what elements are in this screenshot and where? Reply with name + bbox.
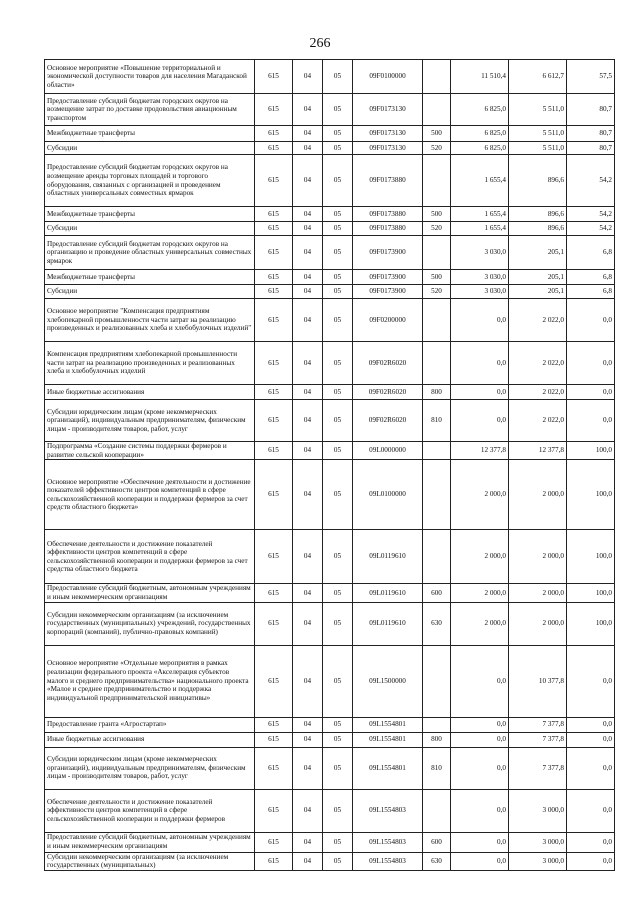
col-ministry-code: 615 xyxy=(255,385,293,400)
col-ministry-code: 615 xyxy=(255,747,293,789)
col-expense-type: 630 xyxy=(423,602,451,645)
col-ministry-code: 615 xyxy=(255,530,293,584)
col-percent: 100,0 xyxy=(567,442,615,460)
table-row xyxy=(45,602,615,645)
row-name: Субсидии юридическим лицам (кроме некоммерческих организаций), индивидуальным предпринимателям, физическим лицам - производителям товаров, работ, услуг xyxy=(45,747,255,789)
table-row xyxy=(45,236,615,270)
col-percent: 6,8 xyxy=(567,236,615,270)
col-expense-type: 800 xyxy=(423,732,451,747)
table-row xyxy=(45,789,615,832)
table-row xyxy=(45,400,615,442)
col-target-article: 09L0119610 xyxy=(353,584,423,602)
col-actual: 205,1 xyxy=(509,270,567,285)
col-actual: 2 000,0 xyxy=(509,460,567,530)
row-name: Иные бюджетные ассигнования xyxy=(45,385,255,400)
col-target-article: 09L0119610 xyxy=(353,530,423,584)
col-actual: 2 022,0 xyxy=(509,342,567,385)
col-ministry-code: 615 xyxy=(255,732,293,747)
col-planned: 1 655,4 xyxy=(451,155,509,207)
col-section: 04 xyxy=(293,584,323,602)
col-percent: 0,0 xyxy=(567,789,615,832)
col-section: 04 xyxy=(293,400,323,442)
col-ministry-code: 615 xyxy=(255,60,293,94)
col-target-article: 09F0173880 xyxy=(353,207,423,222)
col-percent: 80,7 xyxy=(567,142,615,155)
col-subsection: 05 xyxy=(323,732,353,747)
col-ministry-code: 615 xyxy=(255,852,293,870)
col-target-article: 09L0119610 xyxy=(353,602,423,645)
col-ministry-code: 615 xyxy=(255,400,293,442)
col-actual: 2 022,0 xyxy=(509,385,567,400)
table-row xyxy=(45,832,615,852)
col-subsection: 05 xyxy=(323,602,353,645)
row-name: Субсидии некоммерческим организациям (за исключением государственных (муниципальных) учреждений, государственных корпораций (компаний), публично-правовых компаний) xyxy=(45,602,255,645)
table-row xyxy=(45,584,615,602)
col-subsection: 05 xyxy=(323,222,353,236)
table-row xyxy=(45,270,615,285)
col-target-article: 09F0200000 xyxy=(353,299,423,342)
col-subsection: 05 xyxy=(323,342,353,385)
col-ministry-code: 615 xyxy=(255,142,293,155)
col-expense-type: 630 xyxy=(423,852,451,870)
col-expense-type xyxy=(423,155,451,207)
col-section: 04 xyxy=(293,717,323,732)
col-subsection: 05 xyxy=(323,530,353,584)
col-target-article: 09F0173900 xyxy=(353,236,423,270)
col-planned: 0,0 xyxy=(451,645,509,717)
table-row xyxy=(45,342,615,385)
col-percent: 0,0 xyxy=(567,299,615,342)
row-name: Предоставление субсидий бюджетным, автономным учреждениям и иным некоммерческим организациям xyxy=(45,832,255,852)
col-section: 04 xyxy=(293,142,323,155)
row-name: Основное мероприятие "Компенсация предприятиям хлебопекарной промышленности части затрат на реализацию произведенных и реализованных хлеба и хлебобулочных изделий" xyxy=(45,299,255,342)
col-expense-type: 810 xyxy=(423,400,451,442)
col-section: 04 xyxy=(293,747,323,789)
table-row xyxy=(45,207,615,222)
col-percent: 54,2 xyxy=(567,222,615,236)
col-ministry-code: 615 xyxy=(255,270,293,285)
col-planned: 0,0 xyxy=(451,832,509,852)
col-actual: 896,6 xyxy=(509,207,567,222)
col-planned: 2 000,0 xyxy=(451,584,509,602)
col-expense-type xyxy=(423,460,451,530)
row-name: Основное мероприятие «Повышение территориальной и экономической доступности товаров для населения Магаданской области» xyxy=(45,60,255,94)
col-ministry-code: 615 xyxy=(255,299,293,342)
col-ministry-code: 615 xyxy=(255,602,293,645)
col-actual: 5 511,0 xyxy=(509,94,567,126)
col-percent: 0,0 xyxy=(567,747,615,789)
col-target-article: 09F0173900 xyxy=(353,285,423,299)
col-target-article: 09L1554801 xyxy=(353,747,423,789)
col-ministry-code: 615 xyxy=(255,207,293,222)
col-section: 04 xyxy=(293,222,323,236)
col-planned: 12 377,8 xyxy=(451,442,509,460)
col-planned: 0,0 xyxy=(451,732,509,747)
col-section: 04 xyxy=(293,385,323,400)
col-percent: 0,0 xyxy=(567,852,615,870)
col-expense-type xyxy=(423,442,451,460)
col-expense-type xyxy=(423,60,451,94)
budget-table xyxy=(44,59,615,871)
col-section: 04 xyxy=(293,442,323,460)
col-actual: 896,6 xyxy=(509,155,567,207)
col-planned: 3 030,0 xyxy=(451,270,509,285)
col-section: 04 xyxy=(293,299,323,342)
col-percent: 6,8 xyxy=(567,270,615,285)
col-planned: 0,0 xyxy=(451,852,509,870)
col-expense-type: 600 xyxy=(423,584,451,602)
table-row xyxy=(45,299,615,342)
col-actual: 3 000,0 xyxy=(509,789,567,832)
row-name: Субсидии xyxy=(45,285,255,299)
col-section: 04 xyxy=(293,236,323,270)
row-name: Субсидии xyxy=(45,222,255,236)
table-row xyxy=(45,747,615,789)
col-actual: 7 377,8 xyxy=(509,717,567,732)
col-planned: 0,0 xyxy=(451,747,509,789)
col-planned: 0,0 xyxy=(451,789,509,832)
table-row xyxy=(45,442,615,460)
col-section: 04 xyxy=(293,342,323,385)
col-percent: 0,0 xyxy=(567,385,615,400)
col-percent: 100,0 xyxy=(567,530,615,584)
col-target-article: 09F0100000 xyxy=(353,60,423,94)
row-name: Межбюджетные трансферты xyxy=(45,207,255,222)
col-planned: 6 825,0 xyxy=(451,126,509,142)
col-planned: 2 000,0 xyxy=(451,460,509,530)
col-percent: 80,7 xyxy=(567,126,615,142)
col-expense-type: 800 xyxy=(423,385,451,400)
col-ministry-code: 615 xyxy=(255,94,293,126)
col-expense-type: 810 xyxy=(423,747,451,789)
col-section: 04 xyxy=(293,832,323,852)
col-target-article: 09F02R6020 xyxy=(353,342,423,385)
col-planned: 0,0 xyxy=(451,400,509,442)
col-expense-type: 520 xyxy=(423,222,451,236)
row-name: Предоставление субсидий бюджетам городских округов на организацию и проведение областных универсальных совместных ярмарок xyxy=(45,236,255,270)
col-percent: 0,0 xyxy=(567,645,615,717)
col-ministry-code: 615 xyxy=(255,222,293,236)
col-actual: 10 377,8 xyxy=(509,645,567,717)
col-planned: 1 655,4 xyxy=(451,222,509,236)
col-target-article: 09L1500000 xyxy=(353,645,423,717)
col-planned: 0,0 xyxy=(451,385,509,400)
col-actual: 7 377,8 xyxy=(509,732,567,747)
row-name: Предоставление гранта «Агростартап» xyxy=(45,717,255,732)
col-ministry-code: 615 xyxy=(255,789,293,832)
table-row xyxy=(45,142,615,155)
table-row xyxy=(45,645,615,717)
col-subsection: 05 xyxy=(323,94,353,126)
col-section: 04 xyxy=(293,94,323,126)
col-subsection: 05 xyxy=(323,285,353,299)
col-subsection: 05 xyxy=(323,60,353,94)
col-planned: 6 825,0 xyxy=(451,94,509,126)
row-name: Субсидии xyxy=(45,142,255,155)
col-target-article: 09F0173900 xyxy=(353,270,423,285)
col-target-article: 09L1554801 xyxy=(353,732,423,747)
col-subsection: 05 xyxy=(323,460,353,530)
col-planned: 0,0 xyxy=(451,299,509,342)
table-row xyxy=(45,732,615,747)
col-actual: 6 612,7 xyxy=(509,60,567,94)
col-percent: 0,0 xyxy=(567,400,615,442)
row-name: Субсидии юридическим лицам (кроме некоммерческих организаций), индивидуальным предпринимателям, физическим лицам - производителям товаров, работ, услуг xyxy=(45,400,255,442)
col-ministry-code: 615 xyxy=(255,442,293,460)
row-name: Субсидии некоммерческим организациям (за исключением государственных (муниципальных) xyxy=(45,852,255,870)
col-actual: 205,1 xyxy=(509,236,567,270)
col-section: 04 xyxy=(293,460,323,530)
col-subsection: 05 xyxy=(323,832,353,852)
table-row xyxy=(45,222,615,236)
col-target-article: 09F0173130 xyxy=(353,126,423,142)
col-subsection: 05 xyxy=(323,126,353,142)
col-percent: 100,0 xyxy=(567,602,615,645)
page-number: 266 xyxy=(309,36,331,51)
row-name: Подпрограмма «Создание системы поддержки фермеров и развитие сельской кооперации» xyxy=(45,442,255,460)
row-name: Обеспечение деятельности и достижение показателей эффективности центров компетенций в сфере сельскохозяйственной кооперации и поддержки фермеров xyxy=(45,789,255,832)
col-expense-type: 520 xyxy=(423,142,451,155)
col-actual: 2 000,0 xyxy=(509,602,567,645)
col-planned: 0,0 xyxy=(451,717,509,732)
col-percent: 0,0 xyxy=(567,832,615,852)
col-subsection: 05 xyxy=(323,207,353,222)
table-row xyxy=(45,94,615,126)
col-section: 04 xyxy=(293,126,323,142)
col-expense-type: 500 xyxy=(423,270,451,285)
col-percent: 57,5 xyxy=(567,60,615,94)
col-ministry-code: 615 xyxy=(255,236,293,270)
col-ministry-code: 615 xyxy=(255,155,293,207)
col-expense-type xyxy=(423,342,451,385)
col-actual: 2 000,0 xyxy=(509,584,567,602)
col-percent: 6,8 xyxy=(567,285,615,299)
col-percent: 0,0 xyxy=(567,717,615,732)
col-actual: 2 000,0 xyxy=(509,530,567,584)
col-percent: 54,2 xyxy=(567,155,615,207)
col-actual: 3 000,0 xyxy=(509,852,567,870)
col-subsection: 05 xyxy=(323,155,353,207)
row-name: Обеспечение деятельности и достижение показателей эффективности центров компетенций в сфере сельскохозяйственной кооперации и поддержки фермеров за счет средства областного бюджета xyxy=(45,530,255,584)
col-expense-type xyxy=(423,299,451,342)
col-planned: 0,0 xyxy=(451,342,509,385)
table-row xyxy=(45,852,615,870)
col-target-article: 09L0100000 xyxy=(353,460,423,530)
col-percent: 0,0 xyxy=(567,342,615,385)
table-row xyxy=(45,60,615,94)
col-percent: 0,0 xyxy=(567,732,615,747)
row-name: Предоставление субсидий бюджетам городских округов на возмещение аренды торговых площадей и торгового оборудования, связанных с организацией и проведением областных универсальных совместных ярмарок xyxy=(45,155,255,207)
col-planned: 2 000,0 xyxy=(451,602,509,645)
col-percent: 100,0 xyxy=(567,460,615,530)
col-subsection: 05 xyxy=(323,299,353,342)
col-expense-type xyxy=(423,530,451,584)
col-expense-type xyxy=(423,645,451,717)
col-subsection: 05 xyxy=(323,236,353,270)
col-subsection: 05 xyxy=(323,584,353,602)
col-target-article: 09F0173130 xyxy=(353,94,423,126)
col-target-article: 09L1554801 xyxy=(353,717,423,732)
col-section: 04 xyxy=(293,270,323,285)
col-planned: 1 655,4 xyxy=(451,207,509,222)
col-section: 04 xyxy=(293,852,323,870)
col-percent: 54,2 xyxy=(567,207,615,222)
col-expense-type: 500 xyxy=(423,126,451,142)
col-expense-type: 500 xyxy=(423,207,451,222)
col-actual: 5 511,0 xyxy=(509,142,567,155)
col-section: 04 xyxy=(293,60,323,94)
col-actual: 896,6 xyxy=(509,222,567,236)
col-section: 04 xyxy=(293,285,323,299)
row-name: Основное мероприятие «Обеспечение деятельности и достижение показателей эффективности центров компетенций в сфере сельскохозяйственной кооперации и поддержки фермеров за счет средств областного бюджета» xyxy=(45,460,255,530)
col-ministry-code: 615 xyxy=(255,285,293,299)
row-name: Основное мероприятие «Отдельные мероприятия в рамках реализации федерального проекта «Акселерация субъектов малого и среднего предпринимательства» национального проекта «Малое и среднее предпринимательство и поддержка индивидуальной предпринимательской инициативы» xyxy=(45,645,255,717)
col-target-article: 09F0173880 xyxy=(353,222,423,236)
col-expense-type xyxy=(423,94,451,126)
col-subsection: 05 xyxy=(323,645,353,717)
col-section: 04 xyxy=(293,530,323,584)
col-section: 04 xyxy=(293,602,323,645)
col-target-article: 09L1554803 xyxy=(353,789,423,832)
col-expense-type: 520 xyxy=(423,285,451,299)
col-ministry-code: 615 xyxy=(255,460,293,530)
col-target-article: 09L0000000 xyxy=(353,442,423,460)
table-row xyxy=(45,385,615,400)
col-subsection: 05 xyxy=(323,270,353,285)
col-expense-type xyxy=(423,236,451,270)
col-section: 04 xyxy=(293,207,323,222)
row-name: Компенсация предприятиям хлебопекарной промышленности части затрат на реализацию произведенных и реализованных хлеба и хлебобулочных изделий xyxy=(45,342,255,385)
col-target-article: 09F0173880 xyxy=(353,155,423,207)
table-row xyxy=(45,155,615,207)
col-ministry-code: 615 xyxy=(255,645,293,717)
col-actual: 3 000,0 xyxy=(509,832,567,852)
col-subsection: 05 xyxy=(323,852,353,870)
col-ministry-code: 615 xyxy=(255,126,293,142)
col-subsection: 05 xyxy=(323,385,353,400)
col-actual: 12 377,8 xyxy=(509,442,567,460)
col-actual: 2 022,0 xyxy=(509,400,567,442)
table-row xyxy=(45,530,615,584)
col-planned: 6 825,0 xyxy=(451,142,509,155)
col-target-article: 09L1554803 xyxy=(353,852,423,870)
table-row xyxy=(45,285,615,299)
row-name: Предоставление субсидий бюджетам городских округов на возмещение затрат по доставке продовольствия авиационным транспортом xyxy=(45,94,255,126)
col-section: 04 xyxy=(293,645,323,717)
col-subsection: 05 xyxy=(323,747,353,789)
col-ministry-code: 615 xyxy=(255,342,293,385)
col-target-article: 09F02R6020 xyxy=(353,385,423,400)
col-subsection: 05 xyxy=(323,442,353,460)
col-target-article: 09F0173130 xyxy=(353,142,423,155)
col-ministry-code: 615 xyxy=(255,584,293,602)
col-actual: 7 377,8 xyxy=(509,747,567,789)
col-section: 04 xyxy=(293,732,323,747)
col-actual: 5 511,0 xyxy=(509,126,567,142)
col-expense-type xyxy=(423,717,451,732)
col-expense-type xyxy=(423,789,451,832)
col-expense-type: 600 xyxy=(423,832,451,852)
col-subsection: 05 xyxy=(323,717,353,732)
col-planned: 3 030,0 xyxy=(451,236,509,270)
col-target-article: 09L1554803 xyxy=(353,832,423,852)
row-name: Межбюджетные трансферты xyxy=(45,270,255,285)
col-ministry-code: 615 xyxy=(255,832,293,852)
row-name: Иные бюджетные ассигнования xyxy=(45,732,255,747)
col-subsection: 05 xyxy=(323,142,353,155)
col-subsection: 05 xyxy=(323,400,353,442)
col-actual: 2 022,0 xyxy=(509,299,567,342)
col-subsection: 05 xyxy=(323,789,353,832)
col-planned: 11 510,4 xyxy=(451,60,509,94)
col-percent: 80,7 xyxy=(567,94,615,126)
table-row xyxy=(45,717,615,732)
col-actual: 205,1 xyxy=(509,285,567,299)
col-section: 04 xyxy=(293,789,323,832)
col-planned: 2 000,0 xyxy=(451,530,509,584)
col-planned: 3 030,0 xyxy=(451,285,509,299)
row-name: Предоставление субсидий бюджетным, автономным учреждениям и иным некоммерческим организациям xyxy=(45,584,255,602)
row-name: Межбюджетные трансферты xyxy=(45,126,255,142)
col-section: 04 xyxy=(293,155,323,207)
table-row xyxy=(45,126,615,142)
col-percent: 100,0 xyxy=(567,584,615,602)
table-row xyxy=(45,460,615,530)
col-ministry-code: 615 xyxy=(255,717,293,732)
col-target-article: 09F02R6020 xyxy=(353,400,423,442)
